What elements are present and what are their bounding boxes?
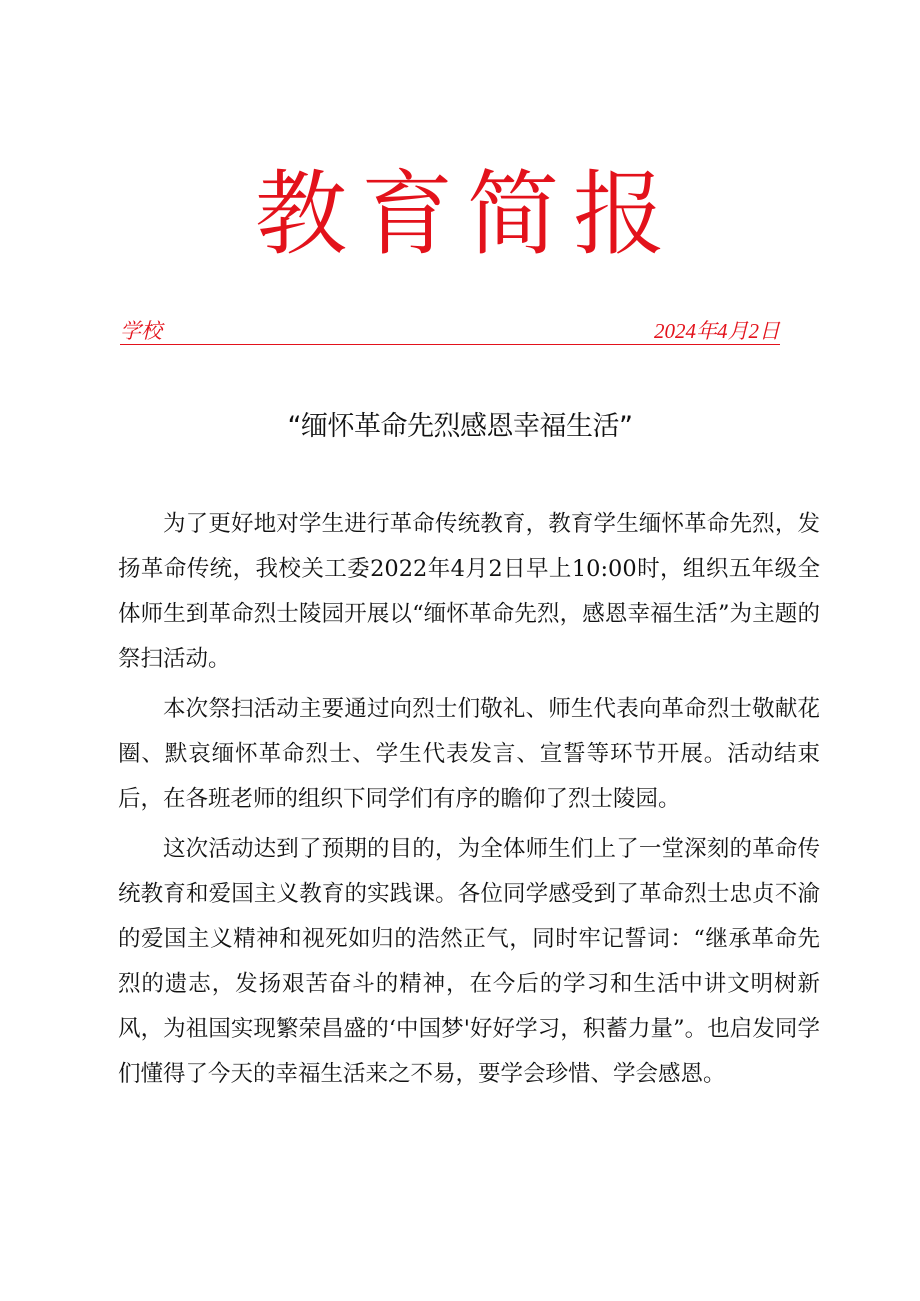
newsletter-masthead-title: 教育简报 (254, 161, 679, 268)
article-paragraph: 为了更好地对学生进行革命传统教育，教育学生缅怀革命先烈，发扬革命传统，我校关工委2022年4月2日早上10:00时，组织五年级全体师生到革命烈士陵园开展以“缅怀革命先烈，感恩幸福生活”为主题的祭扫活动。 (118, 511, 820, 672)
article-paragraph: 本次祭扫活动主要通过向烈士们敬礼、师生代表向革命烈士敬献花圈、默哀缅怀革命烈士、学生代表发言、宣誓等环节开展。活动结束后，在各班老师的组织下同学们有序的瞻仰了烈士陵园。 (118, 696, 820, 812)
article-body (118, 502, 820, 1102)
article-paragraph: 这次活动达到了预期的目的，为全体师生们上了一堂深刻的革命传统教育和爱国主义教育的实践课。各位同学感受到了革命烈士忠贞不渝的爱国主义精神和视死如归的浩然正气，同时牢记誓词：“继承革命先烈的遗志，发扬艰苦奋斗的精神，在今后的学习和生活中讲文明树新风，为祖国实现繁荣昌盛的‘中国梦'好好学习，积蓄力量”。也启发同学们懂得了今天的幸福生活来之不易，要学会珍惜、学会感恩。 (118, 836, 820, 1087)
header-info-line (120, 318, 780, 345)
issue-date: 2024年4月2日 (654, 319, 780, 343)
school-label: 学校 (120, 319, 162, 343)
article-title: “缅怀革命先烈感恩幸福生活” (287, 411, 633, 442)
